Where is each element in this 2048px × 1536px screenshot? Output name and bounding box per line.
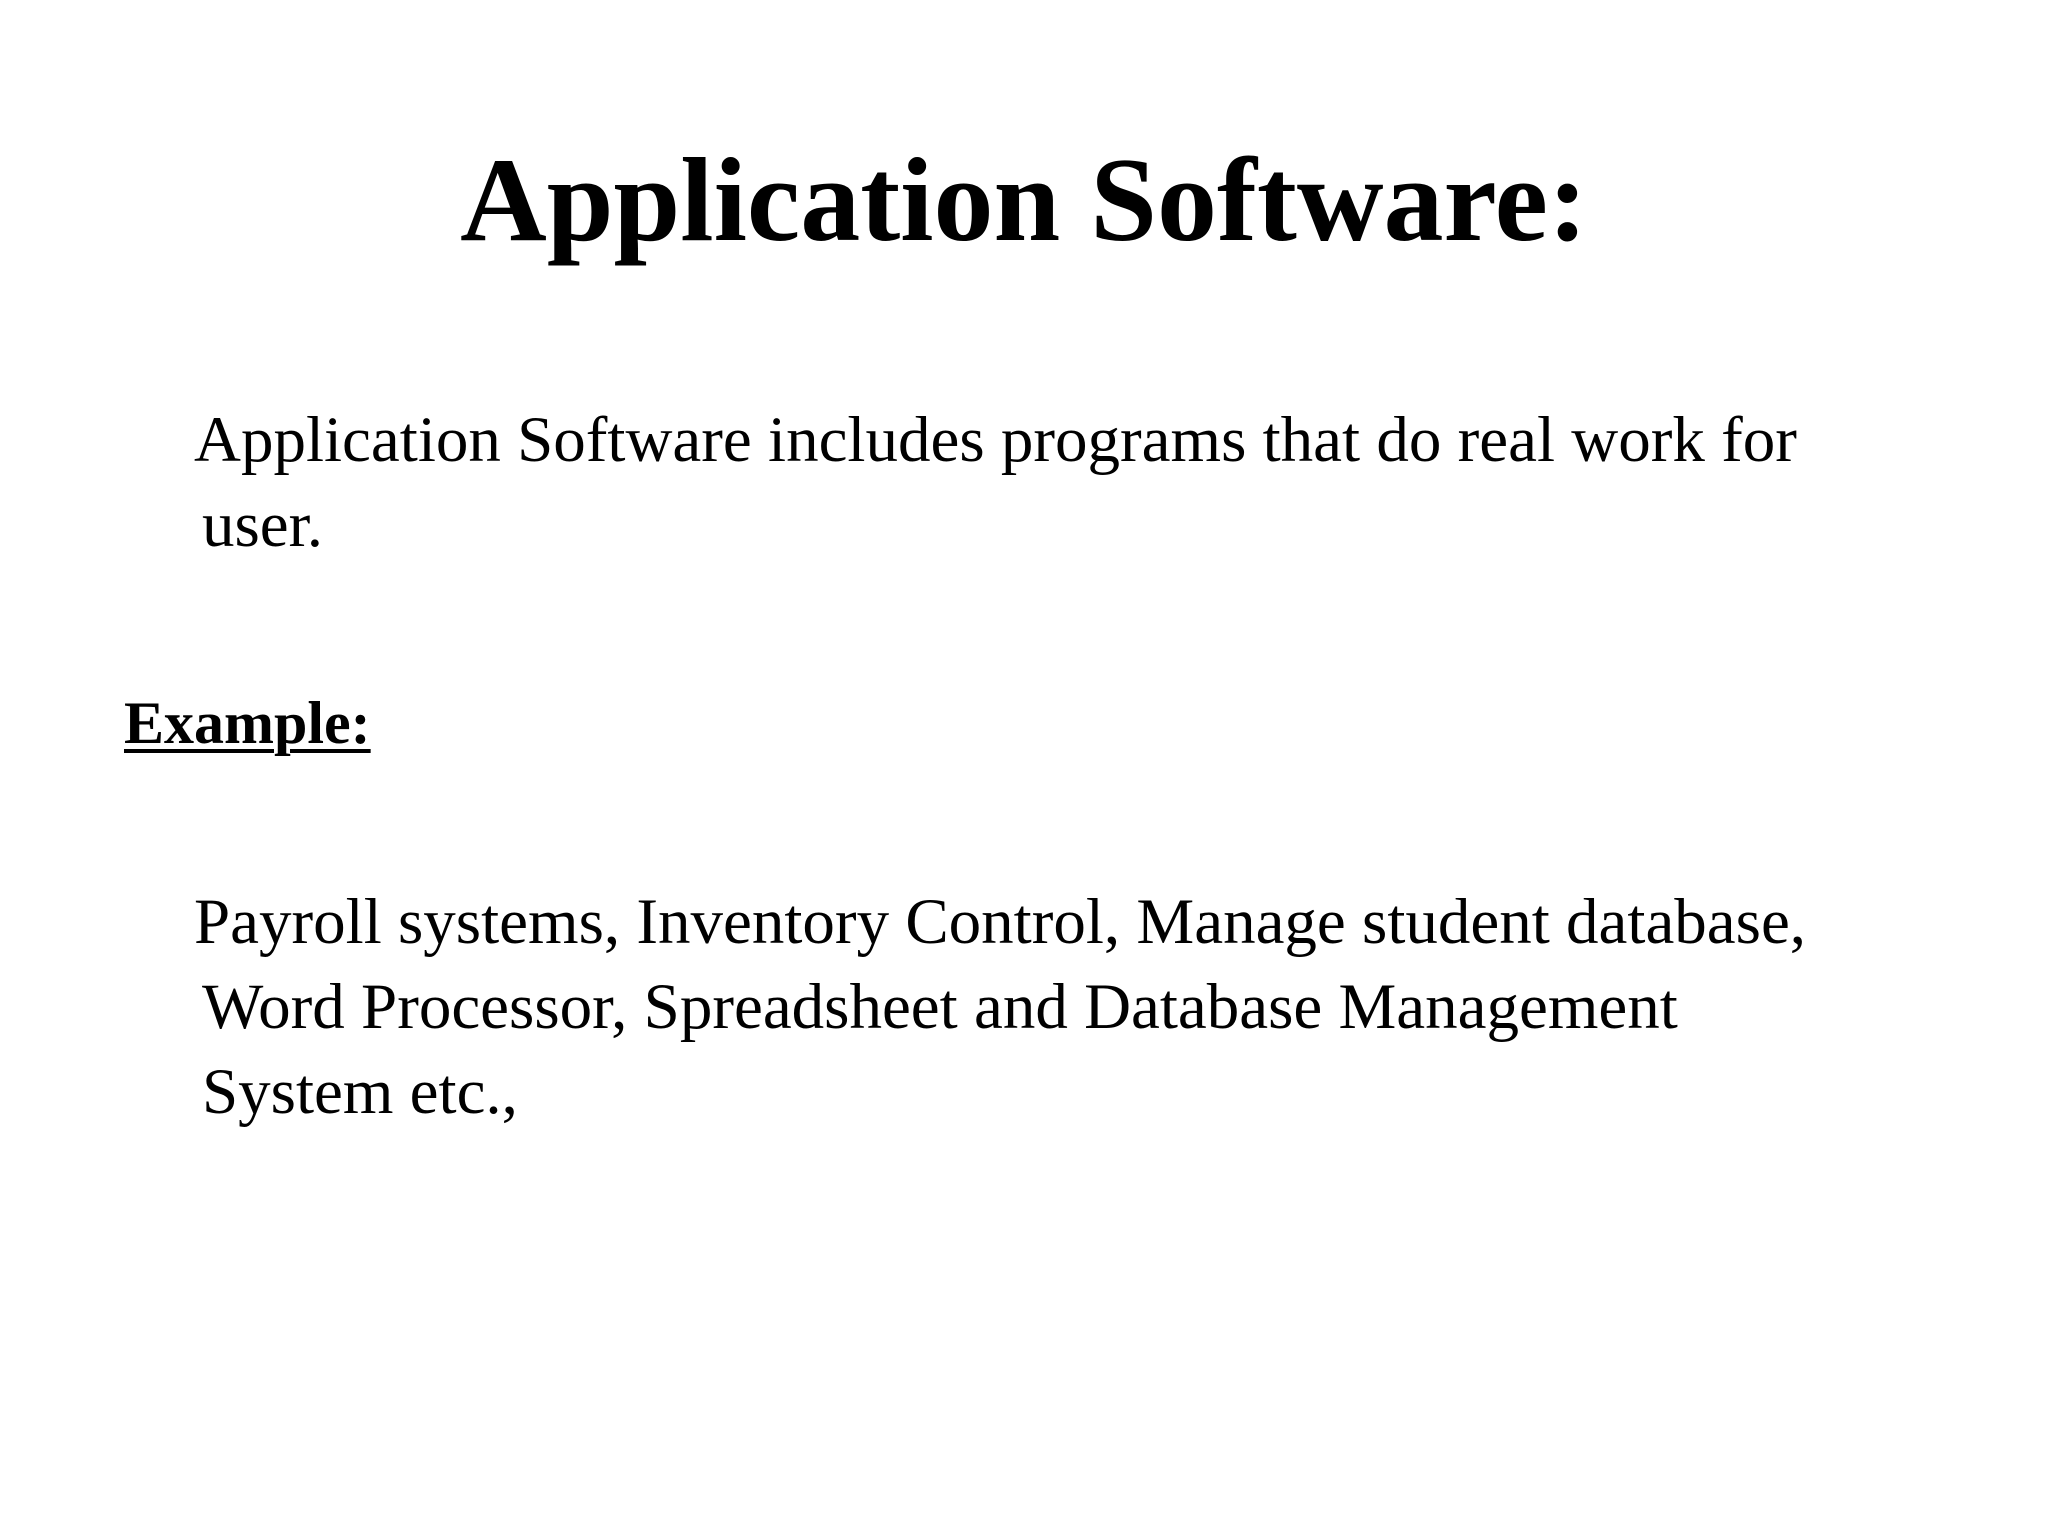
definition-line: Application Software includes programs that do real work for — [194, 404, 1797, 476]
definition-paragraph — [192, 398, 1952, 568]
example-heading: Example: — [124, 690, 371, 756]
example-paragraph — [192, 880, 1952, 1135]
example-line: System etc., — [202, 1056, 518, 1128]
example-line: Word Processor, Spreadsheet and Database Management — [202, 971, 1678, 1043]
slide-title: Application Software: — [460, 133, 1588, 266]
definition-line: user. — [202, 489, 323, 561]
example-line: Payroll systems, Inventory Control, Manage student database, — [194, 886, 1807, 958]
